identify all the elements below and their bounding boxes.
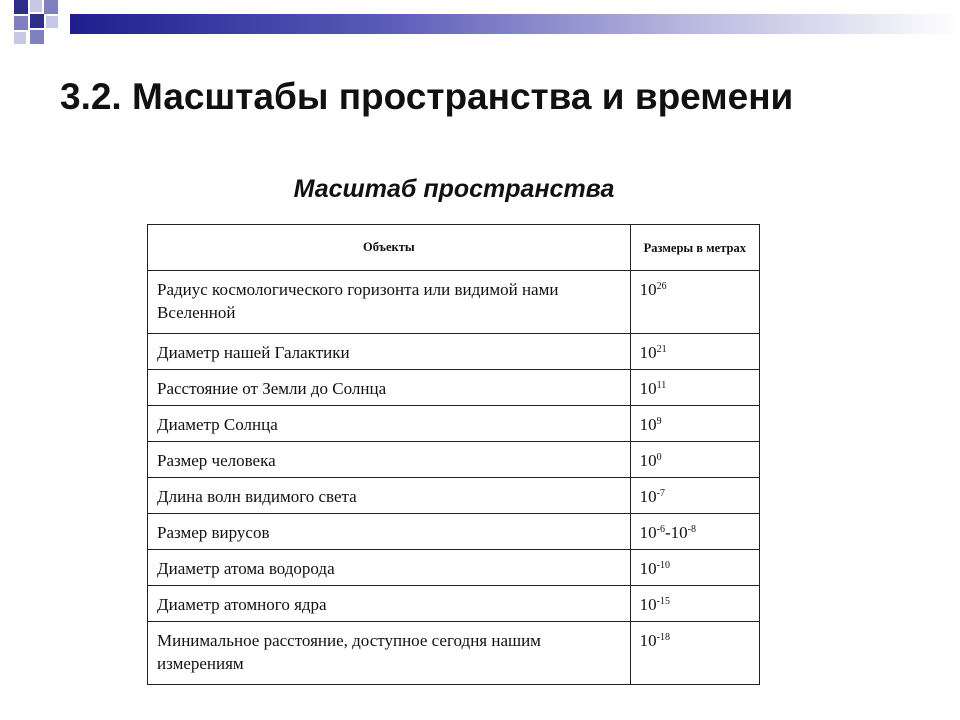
table-row <box>148 586 760 622</box>
size-cell: $10^0$ <box>630 442 759 478</box>
object-cell: Радиус космологического горизонта или видимой нами Вселенной <box>148 271 631 334</box>
object-cell: Длина волн видимого света <box>148 478 631 514</box>
object-cell: Диаметр атомного ядра <box>148 586 631 622</box>
deco-square <box>30 30 44 44</box>
size-cell: $10^9$ <box>630 406 759 442</box>
size-cell: $10^{-7}$ <box>630 478 759 514</box>
table-row <box>148 334 760 370</box>
table-row <box>148 478 760 514</box>
object-cell: Диаметр Солнца <box>148 406 631 442</box>
size-cell: $10^{-15}$ <box>630 586 759 622</box>
decorative-squares <box>0 0 80 60</box>
size-cell: $10^{-18}$ <box>630 622 759 685</box>
deco-square <box>46 16 58 28</box>
deco-square <box>14 16 28 30</box>
table-row <box>148 271 760 334</box>
table-row <box>148 370 760 406</box>
space-scale-table <box>147 224 760 685</box>
header-gradient-bar <box>70 14 960 34</box>
slide-title: 3.2. Масштабы пространства и времени <box>60 76 794 117</box>
header-sizes: Размеры в метрах <box>630 225 759 271</box>
object-cell: Размер вирусов <box>148 514 631 550</box>
slide-subtitle: Масштаб пространства <box>293 175 615 203</box>
size-cell: $10^{-10}$ <box>630 550 759 586</box>
object-cell: Диаметр нашей Галактики <box>148 334 631 370</box>
table-header-row <box>148 225 760 271</box>
header-objects: Объекты <box>148 225 631 271</box>
object-cell: Размер человека <box>148 442 631 478</box>
table-row <box>148 442 760 478</box>
object-cell: Диаметр атома водорода <box>148 550 631 586</box>
table-row <box>148 406 760 442</box>
deco-square <box>14 32 26 44</box>
deco-square <box>30 0 42 12</box>
size-cell: $10^{-6}-10^{-8}$ <box>630 514 759 550</box>
deco-square <box>44 0 58 14</box>
object-cell: Расстояние от Земли до Солнца <box>148 370 631 406</box>
table-row <box>148 622 760 685</box>
table-row <box>148 550 760 586</box>
table-row <box>148 514 760 550</box>
deco-square <box>30 14 44 28</box>
deco-square <box>14 0 28 14</box>
size-cell: $10^{11}$ <box>630 370 759 406</box>
size-cell: $10^{21}$ <box>630 334 759 370</box>
size-cell: $10^{26}$ <box>630 271 759 334</box>
object-cell: Минимальное расстояние, доступное сегодня нашим измерениям <box>148 622 631 685</box>
